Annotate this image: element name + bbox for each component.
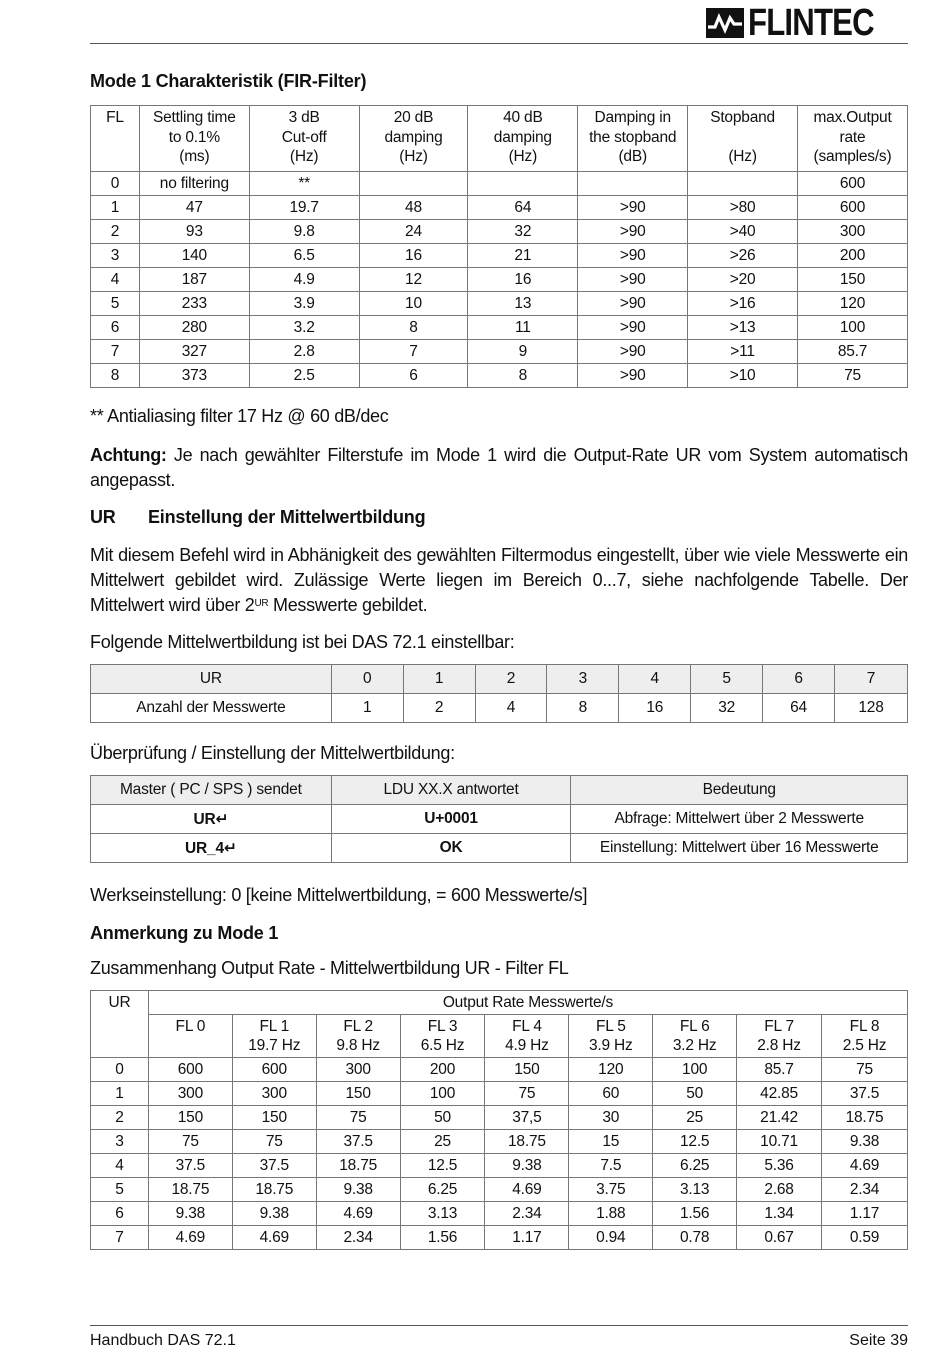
table-row <box>91 172 908 196</box>
table-cell: 15 <box>569 1130 653 1154</box>
ur-heading-title: Einstellung der Mittelwertbildung <box>148 507 426 527</box>
table-cell: 0.59 <box>822 1226 908 1250</box>
column-header: Stopband (Hz) <box>688 106 798 172</box>
table-cell: 600 <box>798 196 908 220</box>
table-cell: 150 <box>485 1058 569 1082</box>
table-cell: 25 <box>400 1130 485 1154</box>
table-cell: 1.17 <box>485 1226 569 1250</box>
check-table <box>90 775 908 863</box>
column-header: Bedeutung <box>571 776 908 805</box>
table-cell: 6.25 <box>653 1154 737 1178</box>
table-cell: >13 <box>688 316 798 340</box>
table-cell: >90 <box>578 268 688 292</box>
table-cell: 1.56 <box>653 1202 737 1226</box>
werkseinstellung: Werkseinstellung: 0 [keine Mittelwertbildung, = 600 Messwerte/s] <box>90 885 588 905</box>
table-cell: 10 <box>359 292 468 316</box>
table-cell: 0 <box>91 172 140 196</box>
table-row <box>91 1178 908 1202</box>
rate-table <box>90 990 908 1250</box>
table-cell: 9.38 <box>232 1202 316 1226</box>
table-cell: 19.7 <box>249 196 359 220</box>
column-header: 40 dB damping (Hz) <box>468 106 578 172</box>
table-cell: 300 <box>148 1082 232 1106</box>
response-cell: OK <box>331 834 571 863</box>
table-cell: 37.5 <box>822 1082 908 1106</box>
table-cell: 2.8 <box>249 340 359 364</box>
table-cell: 16 <box>359 244 468 268</box>
table-cell: 300 <box>316 1058 400 1082</box>
mode1-header-row <box>91 106 908 172</box>
table-cell: 150 <box>798 268 908 292</box>
table-cell: 8 <box>91 364 140 388</box>
footer-page-number: Seite 39 <box>849 1332 908 1349</box>
ur-heading-code: UR <box>90 507 116 527</box>
table-cell: 327 <box>139 340 249 364</box>
table-cell: 8 <box>468 364 578 388</box>
table-cell: 300 <box>798 220 908 244</box>
table-cell: 0.67 <box>737 1226 822 1250</box>
table-cell: 1 <box>91 196 140 220</box>
table-cell: 30 <box>569 1106 653 1130</box>
table-cell: 4 <box>91 268 140 292</box>
table-cell: 140 <box>139 244 249 268</box>
filter-header: FL 6 3.2 Hz <box>653 1015 737 1058</box>
table-row <box>91 220 908 244</box>
table-cell: 3.2 <box>249 316 359 340</box>
table-cell: 75 <box>822 1058 908 1082</box>
table-row <box>91 1058 908 1082</box>
table-cell: 3.13 <box>400 1202 485 1226</box>
table-cell: 10.71 <box>737 1130 822 1154</box>
table-cell: 85.7 <box>737 1058 822 1082</box>
table-cell: >26 <box>688 244 798 268</box>
table-row <box>91 196 908 220</box>
column-header: Settling time to 0.1% (ms) <box>139 106 249 172</box>
table-cell: UR <box>91 665 332 694</box>
achtung-paragraph <box>90 443 908 493</box>
table-row <box>91 268 908 292</box>
table-cell: Anzahl der Messwerte <box>91 694 332 723</box>
table-cell: 3.9 <box>249 292 359 316</box>
table-cell: 6 <box>763 665 835 694</box>
table-cell: 21 <box>468 244 578 268</box>
table-cell: 64 <box>468 196 578 220</box>
table-cell: 50 <box>653 1082 737 1106</box>
page-header <box>90 0 908 44</box>
table-cell: 600 <box>148 1058 232 1082</box>
table-cell: 75 <box>798 364 908 388</box>
table-cell: 4.9 <box>249 268 359 292</box>
table-cell: 5.36 <box>737 1154 822 1178</box>
table-cell: >90 <box>578 220 688 244</box>
table-cell: 0.78 <box>653 1226 737 1250</box>
filter-header: FL 2 9.8 Hz <box>316 1015 400 1058</box>
table-cell: 373 <box>139 364 249 388</box>
table-cell: 3.75 <box>569 1178 653 1202</box>
table-cell: >80 <box>688 196 798 220</box>
column-header: Damping in the stopband (dB) <box>578 106 688 172</box>
table-cell: 25 <box>653 1106 737 1130</box>
meaning-cell: Abfrage: Mittelwert über 2 Messwerte <box>571 805 908 834</box>
table-cell: 2.34 <box>485 1202 569 1226</box>
ur-header: UR <box>91 991 149 1058</box>
table-cell: 4.69 <box>148 1226 232 1250</box>
page-footer <box>90 1325 908 1350</box>
table-cell: 187 <box>139 268 249 292</box>
table-cell: 6 <box>91 316 140 340</box>
table-cell: 47 <box>139 196 249 220</box>
table-cell: >20 <box>688 268 798 292</box>
table-cell: 8 <box>359 316 468 340</box>
column-header: FL <box>91 106 140 172</box>
table-cell: 8 <box>547 694 619 723</box>
table-cell: 1.17 <box>822 1202 908 1226</box>
table-cell: 11 <box>468 316 578 340</box>
table-cell: 150 <box>232 1106 316 1130</box>
mode1-table <box>90 105 908 388</box>
table-cell: 1.34 <box>737 1202 822 1226</box>
column-header: LDU XX.X antwortet <box>331 776 571 805</box>
table-row <box>91 316 908 340</box>
table-cell: 75 <box>316 1106 400 1130</box>
table-cell: 4 <box>619 665 691 694</box>
table-cell: 280 <box>139 316 249 340</box>
table-cell: 7 <box>91 1226 149 1250</box>
table-row <box>91 834 908 863</box>
table-cell: 6 <box>359 364 468 388</box>
ur-heading <box>90 507 426 528</box>
table-cell: 16 <box>468 268 578 292</box>
ur-description <box>90 543 908 618</box>
table-cell: 75 <box>232 1130 316 1154</box>
table-row <box>91 1202 908 1226</box>
table-cell: 5 <box>691 665 763 694</box>
table-cell: 93 <box>139 220 249 244</box>
table-cell: >90 <box>578 196 688 220</box>
table-cell: 3.13 <box>653 1178 737 1202</box>
ur-table <box>90 664 908 723</box>
table-cell: >90 <box>578 364 688 388</box>
table-row <box>91 244 908 268</box>
ur-row <box>91 665 908 694</box>
table-cell: ** <box>249 172 359 196</box>
column-header: 3 dB Cut-off (Hz) <box>249 106 359 172</box>
logo-text: FLINTEC <box>748 2 874 44</box>
mode1-title: Mode 1 Charakteristik (FIR-Filter) <box>90 71 367 91</box>
flintec-logo <box>706 2 908 44</box>
table-cell <box>359 172 468 196</box>
table-cell: >40 <box>688 220 798 244</box>
ur-desc-text-2: Messwerte gebildet. <box>268 595 428 615</box>
filter-header: FL 3 6.5 Hz <box>400 1015 485 1058</box>
table-cell: 7 <box>835 665 908 694</box>
filter-header: FL 1 19.7 Hz <box>232 1015 316 1058</box>
table-cell: 9.38 <box>148 1202 232 1226</box>
table-cell: 0 <box>331 665 403 694</box>
table-cell: 4 <box>475 694 547 723</box>
table-cell: 4.69 <box>485 1178 569 1202</box>
table-cell: 18.75 <box>485 1130 569 1154</box>
table-cell <box>578 172 688 196</box>
table-cell: 4.69 <box>232 1226 316 1250</box>
table-cell: 5 <box>91 1178 149 1202</box>
table-cell: 9.8 <box>249 220 359 244</box>
achtung-text: Je nach gewählter Filterstufe im Mode 1 wird die Output-Rate UR vom System automatisch angepasst. <box>90 445 908 490</box>
mode1-footnote: ** Antialiasing filter 17 Hz @ 60 dB/dec <box>90 406 389 426</box>
table-row <box>91 292 908 316</box>
ur-desc-sup: UR <box>254 598 269 609</box>
table-cell: 18.75 <box>316 1154 400 1178</box>
filter-header: FL 7 2.8 Hz <box>737 1015 822 1058</box>
table-cell: 37,5 <box>485 1106 569 1130</box>
table-cell: 4.69 <box>822 1154 908 1178</box>
table-cell: 18.75 <box>232 1178 316 1202</box>
check-header-row <box>91 776 908 805</box>
table-cell: 1 <box>91 1082 149 1106</box>
table-cell: 600 <box>798 172 908 196</box>
meaning-cell: Einstellung: Mittelwert über 16 Messwerte <box>571 834 908 863</box>
table-cell: 300 <box>232 1082 316 1106</box>
table-cell: 100 <box>653 1058 737 1082</box>
check-title: Überprüfung / Einstellung der Mittelwertbildung: <box>90 743 455 763</box>
table-cell: >16 <box>688 292 798 316</box>
table-cell: 9 <box>468 340 578 364</box>
table-cell: 2 <box>403 694 475 723</box>
table-cell: 600 <box>232 1058 316 1082</box>
table-cell: 1.56 <box>400 1226 485 1250</box>
table-row <box>91 1154 908 1178</box>
messwerte-row <box>91 694 908 723</box>
table-cell: 200 <box>798 244 908 268</box>
table-cell: 2 <box>91 1106 149 1130</box>
table-cell: 37.5 <box>148 1154 232 1178</box>
table-cell: 150 <box>316 1082 400 1106</box>
table-cell: 32 <box>691 694 763 723</box>
table-cell: 233 <box>139 292 249 316</box>
table-cell: 21.42 <box>737 1106 822 1130</box>
table-cell <box>688 172 798 196</box>
table-cell: 2.68 <box>737 1178 822 1202</box>
table-cell: 12.5 <box>653 1130 737 1154</box>
table-cell: 5 <box>91 292 140 316</box>
footer-manual-title: Handbuch DAS 72.1 <box>90 1332 236 1349</box>
anmerkung-subtitle: Zusammenhang Output Rate - Mittelwertbildung UR - Filter FL <box>90 958 569 978</box>
response-cell: U+0001 <box>331 805 571 834</box>
command-cell: UR↵ <box>91 805 332 834</box>
table-cell: 2.34 <box>822 1178 908 1202</box>
table-cell: 12 <box>359 268 468 292</box>
table-cell: >90 <box>578 244 688 268</box>
table-cell: 60 <box>569 1082 653 1106</box>
table-cell: 200 <box>400 1058 485 1082</box>
table-cell: 3 <box>547 665 619 694</box>
table-cell: 2 <box>475 665 547 694</box>
ur-intro: Folgende Mittelwertbildung ist bei DAS 72.1 einstellbar: <box>90 632 515 652</box>
table-row <box>91 1106 908 1130</box>
table-cell: 32 <box>468 220 578 244</box>
filter-header-row <box>91 1015 908 1058</box>
table-row <box>91 1082 908 1106</box>
achtung-label: Achtung: <box>90 445 167 465</box>
table-cell: 50 <box>400 1106 485 1130</box>
table-cell: 4 <box>91 1154 149 1178</box>
table-cell: 2.5 <box>249 364 359 388</box>
table-cell: 1 <box>403 665 475 694</box>
table-cell: 0 <box>91 1058 149 1082</box>
table-cell: 1.88 <box>569 1202 653 1226</box>
table-cell: 6.25 <box>400 1178 485 1202</box>
table-cell: 13 <box>468 292 578 316</box>
table-cell: 37.5 <box>316 1130 400 1154</box>
table-cell: >90 <box>578 292 688 316</box>
command-cell: UR_4↵ <box>91 834 332 863</box>
table-cell: 6 <box>91 1202 149 1226</box>
flintec-wave-icon <box>706 8 744 38</box>
table-cell: 1 <box>331 694 403 723</box>
table-cell: 3 <box>91 244 140 268</box>
table-row <box>91 340 908 364</box>
table-cell: 150 <box>148 1106 232 1130</box>
table-cell: 16 <box>619 694 691 723</box>
table-cell <box>468 172 578 196</box>
table-cell: 64 <box>763 694 835 723</box>
table-cell: >11 <box>688 340 798 364</box>
table-cell: 9.38 <box>485 1154 569 1178</box>
table-cell: 100 <box>798 316 908 340</box>
table-cell: >90 <box>578 316 688 340</box>
column-header: Master ( PC / SPS ) sendet <box>91 776 332 805</box>
table-cell: 85.7 <box>798 340 908 364</box>
anmerkung-title: Anmerkung zu Mode 1 <box>90 923 279 943</box>
table-cell: 37.5 <box>232 1154 316 1178</box>
table-cell: >10 <box>688 364 798 388</box>
table-cell: 24 <box>359 220 468 244</box>
table-cell: 75 <box>148 1130 232 1154</box>
group-header: Output Rate Messwerte/s <box>148 991 907 1015</box>
rate-group-header-row <box>91 991 908 1015</box>
table-cell: 2 <box>91 220 140 244</box>
column-header: max.Output rate (samples/s) <box>798 106 908 172</box>
table-cell: 18.75 <box>148 1178 232 1202</box>
table-cell: 0.94 <box>569 1226 653 1250</box>
table-cell: 120 <box>798 292 908 316</box>
table-row <box>91 1130 908 1154</box>
table-cell: 128 <box>835 694 908 723</box>
table-cell: 100 <box>400 1082 485 1106</box>
table-cell: 18.75 <box>822 1106 908 1130</box>
table-cell: 75 <box>485 1082 569 1106</box>
filter-header: FL 5 3.9 Hz <box>569 1015 653 1058</box>
table-cell: 6.5 <box>249 244 359 268</box>
filter-header: FL 0 <box>148 1015 232 1058</box>
table-cell: 7.5 <box>569 1154 653 1178</box>
column-header: 20 dB damping (Hz) <box>359 106 468 172</box>
table-cell: 12.5 <box>400 1154 485 1178</box>
table-cell: 4.69 <box>316 1202 400 1226</box>
table-cell: 3 <box>91 1130 149 1154</box>
table-row <box>91 364 908 388</box>
filter-header: FL 8 2.5 Hz <box>822 1015 908 1058</box>
filter-header: FL 4 4.9 Hz <box>485 1015 569 1058</box>
table-cell: 7 <box>359 340 468 364</box>
table-cell: >90 <box>578 340 688 364</box>
table-cell: 9.38 <box>822 1130 908 1154</box>
table-cell: 120 <box>569 1058 653 1082</box>
table-row <box>91 805 908 834</box>
table-cell: 42.85 <box>737 1082 822 1106</box>
table-cell: 7 <box>91 340 140 364</box>
table-row <box>91 1226 908 1250</box>
table-cell: 2.34 <box>316 1226 400 1250</box>
table-cell: 9.38 <box>316 1178 400 1202</box>
ur-desc-text: Mit diesem Befehl wird in Abhänigkeit des gewählten Filtermodus eingestellt, über wie viele Messwerte ein Mittelwert gebildet wird. Zulässige Werte liegen im Bereich 0...7, siehe nachfolgende Tabelle. Der Mittelwert wird über 2 <box>90 545 908 615</box>
table-cell: no filtering <box>139 172 249 196</box>
table-cell: 48 <box>359 196 468 220</box>
